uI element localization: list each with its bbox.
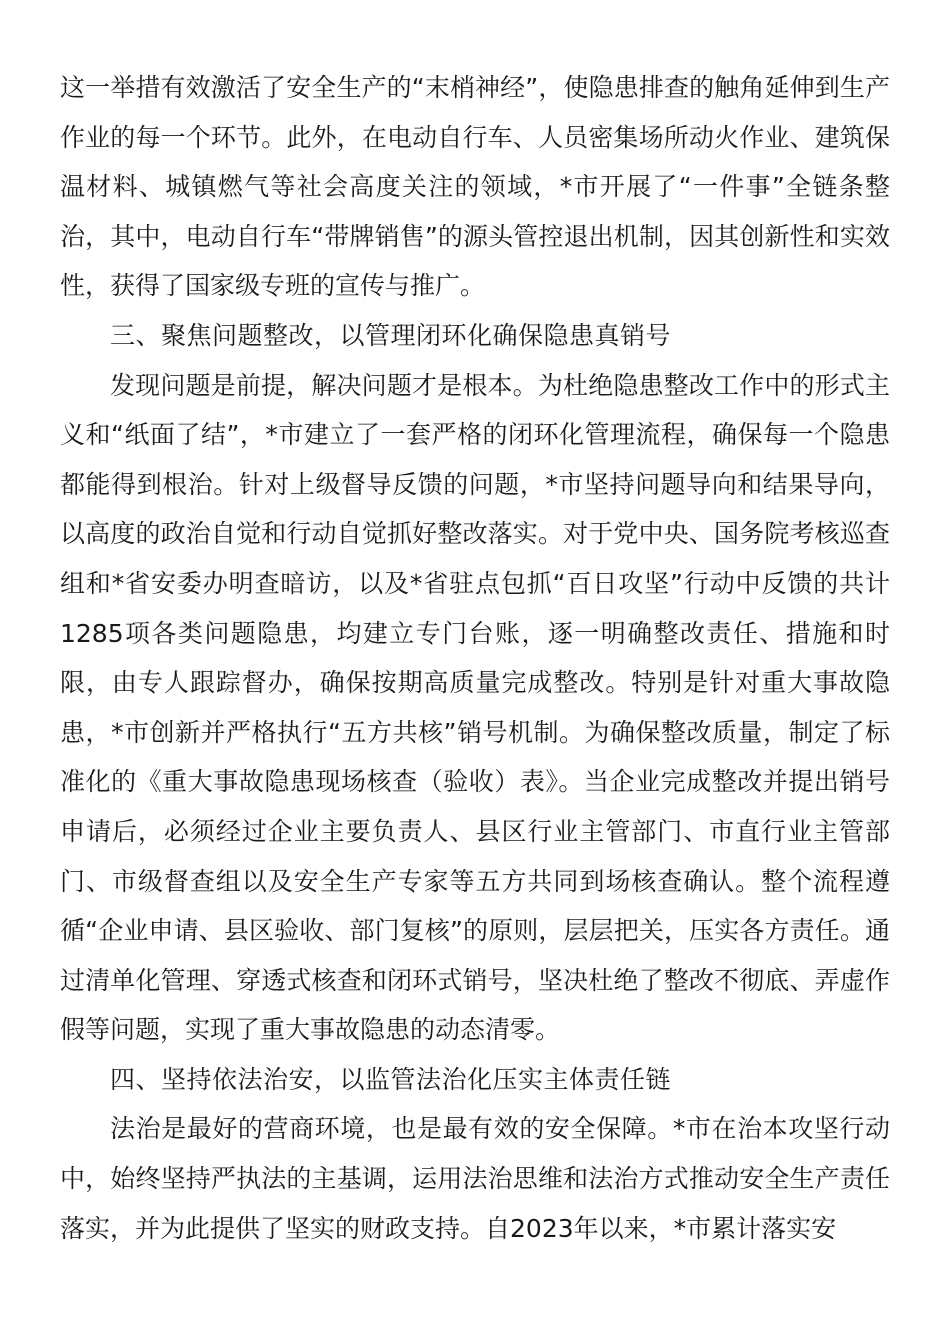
section-heading-four: 四、坚持依法治安，以监管法治化压实主体责任链 [110,1064,672,1094]
section-heading-three: 三、聚焦问题整改，以管理闭环化确保隐患真销号 [110,320,672,350]
paragraph-problem-rectification: 发现问题是前提，解决问题才是根本。为杜绝隐患整改工作中的形式主义和“纸面了结”，*市建立了一套严格的闭环化管理流程，确保每一个隐患都能得到根治。针对上级督导反馈的问题，*市坚持问题导向和结果导向，以高度的政治自觉和行动自觉抓好整改落实。对于党中央、国务院考核巡查组和*省安委办明查暗访，以及*省驻点包抓“百日攻坚”行动中反馈的共计1285项各类问题隐患，均建立专门台账，逐一明确整改责任、措施和时限，由专人跟踪督办，确保按期高质量完成整改。特别是针对重大事故隐患，*市创新并严格执行“五方共核”销号机制。为确保整改质量，制定了标准化的《重大事故隐患现场核查（验收）表》。当企业完成整改并提出销号申请后，必须经过企业主要负责人、县区行业主管部门、市直行业主管部门、市级督查组以及安全生产专家等五方共同到场核查确认。整个流程遵循“企业申请、县区验收、部门复核”的原则，层层把关，压实各方责任。通过清单化管理、穿透式核查和闭环式销号，坚决杜绝了整改不彻底、弄虚作假等问题，实现了重大事故隐患的动态清零。 [60,370,890,1045]
paragraph-rule-of-law: 法治是最好的营商环境，也是最有效的安全保障。*市在治本攻坚行动中，始终坚持严执法的主基调，运用法治思维和法治方式推动安全生产责任落实，并为此提供了坚实的财政支持。自2023年以来，*市累计落实安 [60,1114,890,1243]
paragraph-continuation: 这一举措有效激活了安全生产的“末梢神经”，使隐患排查的触角延伸到生产作业的每一个环节。此外，在电动自行车、人员密集场所动火作业、建筑保温材料、城镇燃气等社会高度关注的领域，*市开展了“一件事”全链条整治，其中，电动自行车“带牌销售”的源头管控退出机制，因其创新性和实效性，获得了国家级专班的宣传与推广。 [60,73,890,301]
document-body [60,63,890,1253]
